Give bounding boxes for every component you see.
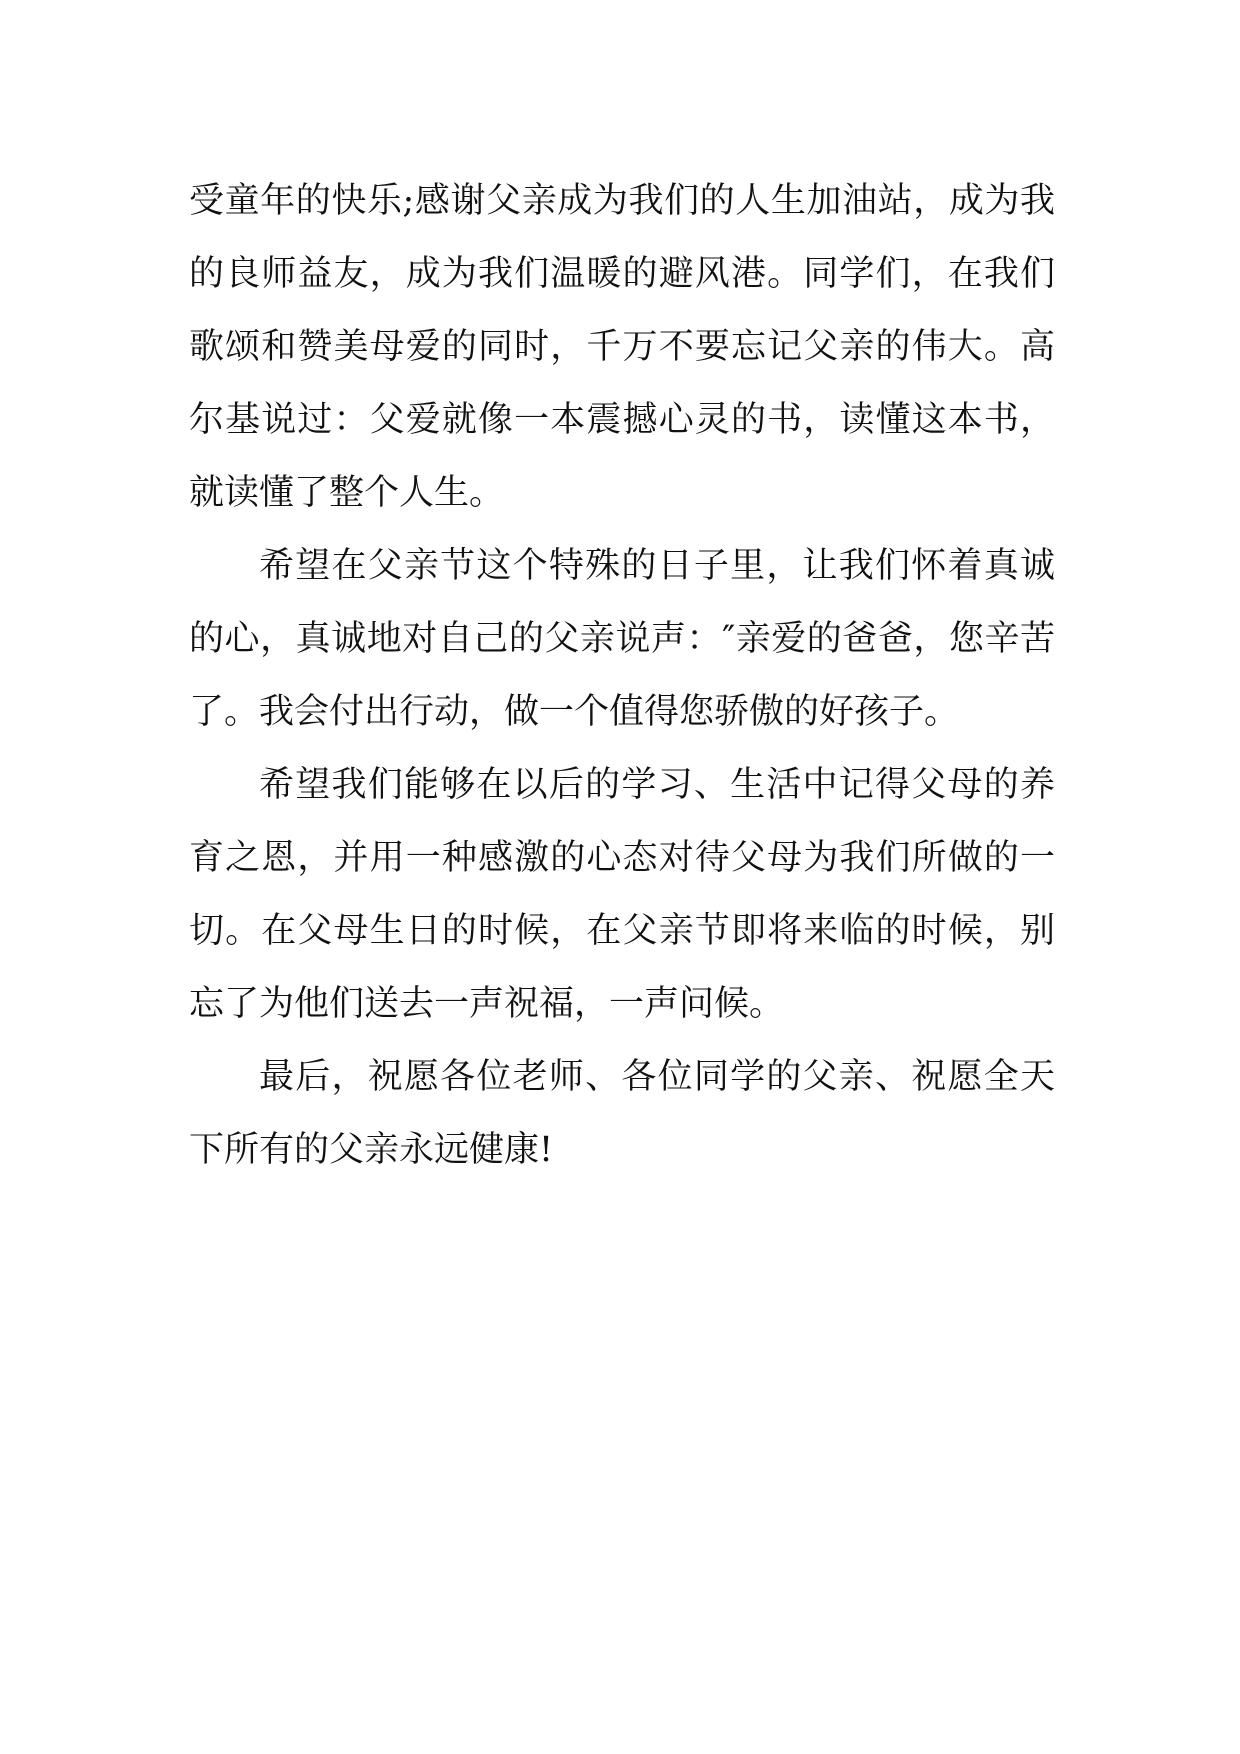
paragraph-4: 最后，祝愿各位老师、各位同学的父亲、祝愿全天下所有的父亲永远健康! <box>189 1057 1055 1170</box>
document-body <box>189 165 1055 1187</box>
paragraph-1: 受童年的快乐;感谢父亲成为我们的人生加油站，成为我的良师益友，成为我们温暖的避风港。同学们，在我们歌颂和赞美母爱的同时，千万不要忘记父亲的伟大。高尔基说过：父爱就像一本震撼心灵的书，读懂这本书，就读懂了整个人生。 <box>189 181 1055 513</box>
paragraph-2: 希望在父亲节这个特殊的日子里，让我们怀着真诚的心，真诚地对自己的父亲说声：″亲爱的爸爸，您辛苦了。我会付出行动，做一个值得您骄傲的好孩子。 <box>189 546 1055 732</box>
paragraph-3: 希望我们能够在以后的学习、生活中记得父母的养育之恩，并用一种感激的心态对待父母为我们所做的一切。在父母生日的时候，在父亲节即将来临的时候，别忘了为他们送去一声祝福，一声问候。 <box>189 765 1055 1024</box>
